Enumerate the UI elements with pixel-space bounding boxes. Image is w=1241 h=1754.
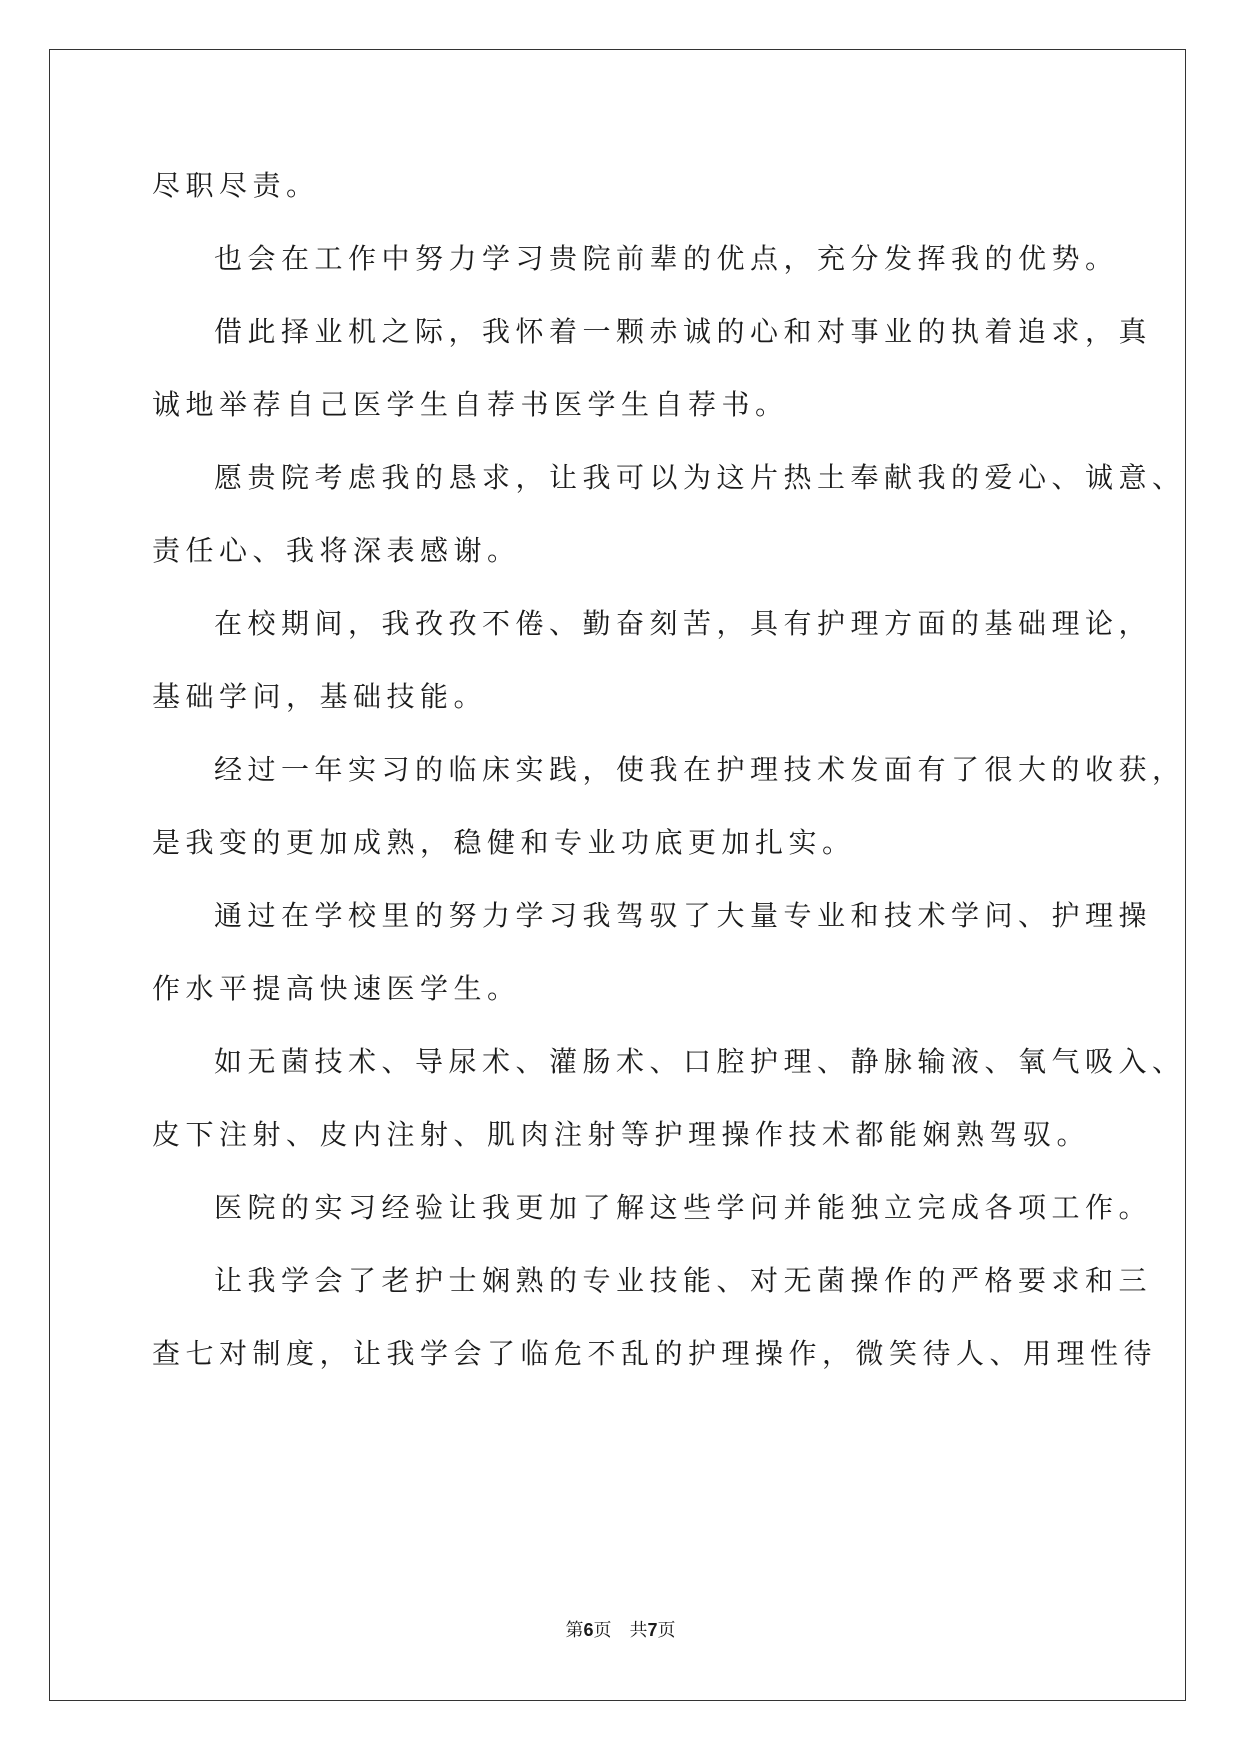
- paragraph-line: 经过一年实习的临床实践，使我在护理技术发面有了很大的收获，: [214, 753, 1186, 786]
- paragraph-line: 愿贵院考虑我的恳求，让我可以为这片热土奉献我的爱心、诚意、: [214, 461, 1186, 494]
- paragraph-line: 医院的实习经验让我更加了解这些学问并能独立完成各项工作。: [214, 1191, 1153, 1224]
- text-line: 诚地举荐自己医学生自荐书医学生自荐书。: [152, 388, 789, 421]
- page-number: 6: [583, 1620, 594, 1640]
- paragraph-line: 也会在工作中努力学习贵院前辈的优点，充分发挥我的优势。: [214, 242, 1119, 275]
- text-line: 基础学问，基础技能。: [152, 680, 488, 713]
- page-suffix: 页: [593, 1620, 612, 1640]
- text-line: 作水平提高快速医学生。: [152, 972, 521, 1005]
- total-prefix: 共: [629, 1620, 648, 1640]
- text-line: 责任心、我将深表感谢。: [152, 534, 521, 567]
- text-line: 是我变的更加成熟，稳健和专业功底更加扎实。: [152, 826, 856, 859]
- text-line: 尽职尽责。: [152, 169, 320, 202]
- text-line: 皮下注射、皮内注射、肌肉注射等护理操作技术都能娴熟驾驭。: [152, 1118, 1091, 1151]
- page-border: [49, 49, 1186, 1701]
- page-footer: [0, 1618, 1241, 1642]
- paragraph-line: 如无菌技术、导尿术、灌肠术、口腔护理、静脉输液、氧气吸入、: [214, 1045, 1186, 1078]
- paragraph-line: 让我学会了老护士娴熟的专业技能、对无菌操作的严格要求和三: [214, 1264, 1153, 1297]
- total-suffix: 页: [657, 1620, 676, 1640]
- paragraph-line: 通过在学校里的努力学习我驾驭了大量专业和技术学问、护理操: [214, 899, 1153, 932]
- paragraph-line: 借此择业机之际，我怀着一颗赤诚的心和对事业的执着追求，真: [214, 315, 1153, 348]
- total-pages: 7: [647, 1620, 658, 1640]
- paragraph-line: 在校期间，我孜孜不倦、勤奋刻苦，具有护理方面的基础理论，: [214, 607, 1153, 640]
- text-line: 查七对制度，让我学会了临危不乱的护理操作，微笑待人、用理性待: [152, 1337, 1158, 1370]
- page-prefix: 第: [565, 1620, 584, 1640]
